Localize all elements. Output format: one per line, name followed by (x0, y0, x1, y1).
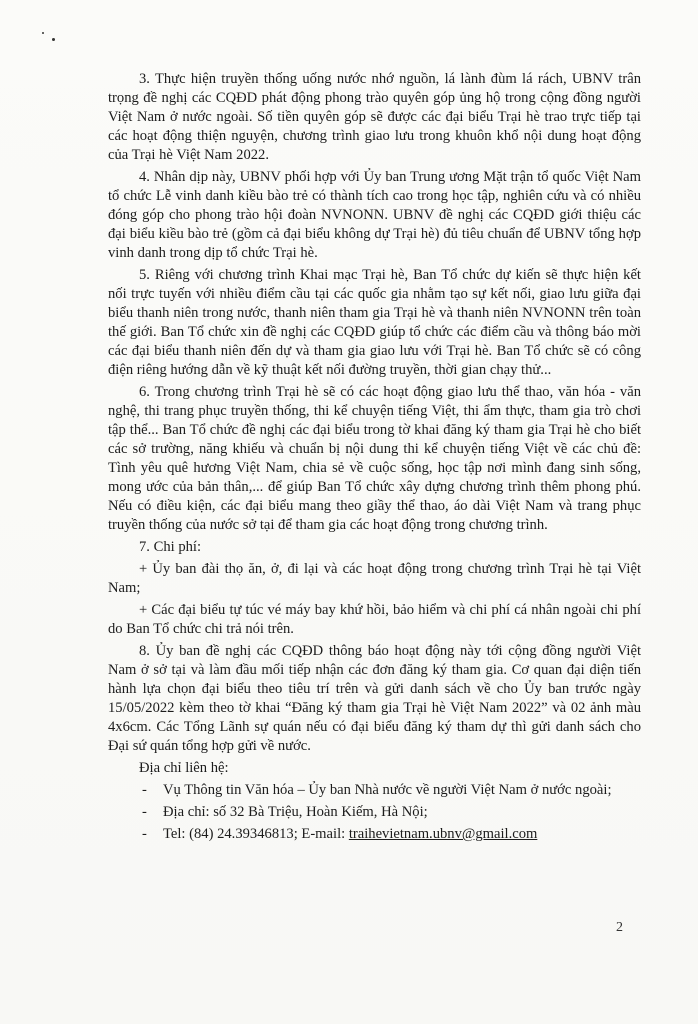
paragraph-7-item-b: + Các đại biểu tự túc vé máy bay khứ hồi, bảo hiểm và chi phí cá nhân ngoài chi phí do Ban Tổ chức chi trả nói trên. (108, 602, 641, 637)
scan-speck (52, 38, 55, 41)
paragraph-7: 7. Chi phí: (139, 539, 202, 555)
dash-marker: - (142, 782, 147, 798)
contact-tel-email (108, 825, 641, 844)
contact-tel-text: Tel: (84) 24.39346813; E-mail: (163, 826, 349, 842)
paragraph-6: 6. Trong chương trình Trại hè sẽ có các hoạt động giao lưu thể thao, văn hóa - văn nghệ, thi trang phục truyền thống, thi kể chuyện tiếng Việt, thi ẩm thực, tham gia trò chơi tập thể... Ban Tổ chức đề nghị các đại biểu trong tờ khai đăng ký tham gia Trại hè cho biết các sở trường, năng khiếu và chuẩn bị nội dung thi kể chuyện tiếng Việt về các chủ đề: Tình yêu quê hương Việt Nam, chia sẻ về cuộc sống, học tập nơi mình đang sinh sống, mong ước của bản thân,... để giúp Ban Tổ chức xây dựng chương trình thêm phong phú. Nếu có điều kiện, các đại biểu mang theo giầy thể thao, áo dài Việt Nam và trang phục truyền thống của nước sở tại để tham gia các hoạt động trong chương trình. (108, 384, 641, 533)
paragraph-5: 5. Riêng với chương trình Khai mạc Trại hè, Ban Tổ chức dự kiến sẽ thực hiện kết nối trực tuyến với nhiều điểm cầu tại các quốc gia nhằm tạo sự kết nối, giao lưu giữa đại biểu thanh niên trong nước, thanh niên tham gia Trại hè và thanh niên NVNONN trên toàn thế giới. Ban Tổ chức xin đề nghị các CQĐD giúp tổ chức các điểm cầu và thông báo mời các đại biểu thanh niên đến dự và tham gia giao lưu với Trại hè. Ban Tổ chức sẽ có công điện riêng hướng dẫn về kỹ thuật kết nối đường truyền, thời gian chạy thử... (108, 267, 641, 378)
dash-marker: - (142, 826, 147, 842)
paragraph-8: 8. Ủy ban đề nghị các CQĐD thông báo hoạt động này tới cộng đồng người Việt Nam ở sở tại và làm đầu mối tiếp nhận các đơn đăng ký tham gia. Cơ quan đại diện tiến hành lựa chọn đại biểu theo tiêu trí trên và gửi danh sách về cho Ủy ban trước ngày 15/05/2022 kèm theo tờ khai “Đăng ký tham gia Trại hè Việt Nam 2022” và 02 ảnh màu 4x6cm. Các Tổng Lãnh sự quán nếu có đại biểu đăng ký tham dự thì gửi danh sách cho Đại sứ quán tổng hợp gửi về nước. (108, 643, 641, 754)
page-number: 2 (616, 920, 623, 935)
contact-address (108, 803, 641, 822)
contact-list (108, 781, 641, 844)
contact-unit (108, 781, 641, 800)
contact-email-link[interactable]: traihevietnam.ubnv@gmail.com (348, 826, 538, 842)
contact-unit-text: Vụ Thông tin Văn hóa – Ủy ban Nhà nước về người Việt Nam ở nước ngoài; (163, 782, 612, 798)
dash-marker: - (142, 804, 147, 820)
paragraph-3: 3. Thực hiện truyền thống uống nước nhớ nguồn, lá lành đùm lá rách, UBNV trân trọng đề nghị các CQĐD phát động phong trào quyên góp ủng hộ trong cộng đồng người Việt Nam ở nước ngoài. Số tiền quyên góp sẽ được các đại biểu Trại hè trao trực tiếp tại các hoạt động thiện nguyện, chương trình giao lưu trong khuôn khổ nội dung hoạt động của Trại hè Việt Nam 2022. (108, 71, 641, 163)
contact-heading: Địa chỉ liên hệ: (139, 760, 229, 776)
paragraph-7-item-a: + Ủy ban đài thọ ăn, ở, đi lại và các hoạt động trong chương trình Trại hè tại Việt Nam; (108, 561, 641, 596)
paragraph-4: 4. Nhân dịp này, UBNV phối hợp với Ủy ban Trung ương Mặt trận tổ quốc Việt Nam tổ chức Lễ vinh danh kiều bào trẻ có thành tích cao trong học tập, nghiên cứu và có nhiều đóng góp cho phong trào hội đoàn NVNONN. UBNV đề nghị các CQĐD giới thiệu các đại biểu kiều bào trẻ (gồm cả đại biểu không dự Trại hè) đủ tiêu chuẩn để UBNV tổng hợp vinh danh trong dịp tổ chức Trại hè. (108, 169, 641, 261)
document-body (108, 70, 641, 847)
contact-address-text: Địa chỉ: số 32 Bà Triệu, Hoàn Kiếm, Hà Nội; (163, 804, 428, 820)
scan-speck (42, 32, 44, 34)
